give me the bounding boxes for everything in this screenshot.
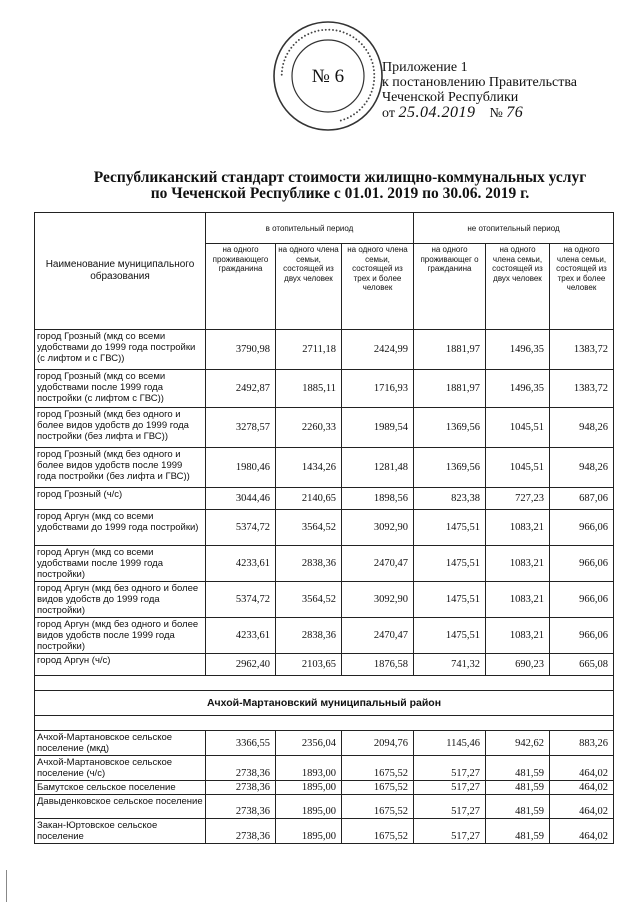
cell-value: 2140,65 bbox=[276, 488, 342, 510]
non-heating-period-header: не отопительный период bbox=[414, 213, 614, 244]
document-title bbox=[60, 170, 620, 202]
cell-value: 942,62 bbox=[486, 731, 550, 756]
cell-value: 481,59 bbox=[486, 795, 550, 819]
cell-value: 1496,35 bbox=[486, 370, 550, 408]
cell-value: 464,02 bbox=[550, 756, 614, 781]
blank-row bbox=[35, 676, 614, 691]
cell-value: 3092,90 bbox=[342, 510, 414, 546]
row-name: Давыденковское сельское поселение bbox=[35, 795, 206, 819]
row-name: Ачхой-Мартановское сельское поселение (ч/с) bbox=[35, 756, 206, 781]
cell-value: 481,59 bbox=[486, 756, 550, 781]
row-name: город Аргун (мкд со всеми удобствами до 1999 года постройки) bbox=[35, 510, 206, 546]
name-column-header: Наименование муниципального образования bbox=[35, 213, 206, 330]
annex-line-3: Чеченской Республики bbox=[382, 90, 519, 105]
cell-value: 1045,51 bbox=[486, 448, 550, 488]
cell-value: 481,59 bbox=[486, 819, 550, 844]
cell-value: 1475,51 bbox=[414, 510, 486, 546]
cell-value: 4233,61 bbox=[206, 618, 276, 654]
cell-value: 2738,36 bbox=[206, 795, 276, 819]
row-name: город Грозный (мкд без одного и более видов удобств после 1999 года постройки (без лифта и ГВС)) bbox=[35, 448, 206, 488]
cell-value: 1876,58 bbox=[342, 654, 414, 676]
official-seal bbox=[272, 20, 384, 132]
cell-value: 966,06 bbox=[550, 510, 614, 546]
row-name: город Грозный (ч/с) bbox=[35, 488, 206, 510]
cell-value: 1881,97 bbox=[414, 370, 486, 408]
cell-value: 517,27 bbox=[414, 781, 486, 795]
table-row bbox=[35, 582, 614, 618]
subheader-6: на одного члена семьи, состоящей из трех и более человек bbox=[550, 244, 614, 330]
cell-value: 1675,52 bbox=[342, 756, 414, 781]
table-body-district bbox=[35, 731, 614, 844]
section-row bbox=[35, 691, 614, 716]
cell-value: 3092,90 bbox=[342, 582, 414, 618]
cell-value: 2103,65 bbox=[276, 654, 342, 676]
table-row bbox=[35, 618, 614, 654]
annex-line-1: Приложение 1 bbox=[382, 60, 468, 75]
blank-row bbox=[35, 716, 614, 731]
cell-value: 1893,00 bbox=[276, 756, 342, 781]
table-row bbox=[35, 370, 614, 408]
cell-value: 2094,76 bbox=[342, 731, 414, 756]
annex-date: 25.04.2019 bbox=[398, 104, 476, 121]
cell-value: 3366,55 bbox=[206, 731, 276, 756]
cell-value: 1369,56 bbox=[414, 448, 486, 488]
cell-value: 966,06 bbox=[550, 546, 614, 582]
cell-value: 1383,72 bbox=[550, 370, 614, 408]
stamp-number: № 6 bbox=[311, 66, 345, 87]
table-row bbox=[35, 819, 614, 844]
cell-value: 1898,56 bbox=[342, 488, 414, 510]
cell-value: 1475,51 bbox=[414, 582, 486, 618]
cell-value: 1083,21 bbox=[486, 582, 550, 618]
cell-value: 3044,46 bbox=[206, 488, 276, 510]
row-name: город Аргун (мкд без одного и более видов удобств до 1999 года постройки) bbox=[35, 582, 206, 618]
cell-value: 1895,00 bbox=[276, 819, 342, 844]
table-row bbox=[35, 488, 614, 510]
cell-value: 2838,36 bbox=[276, 546, 342, 582]
cell-value: 517,27 bbox=[414, 819, 486, 844]
cell-value: 2838,36 bbox=[276, 618, 342, 654]
annex-from-label: от bbox=[382, 106, 395, 121]
cell-value: 1989,54 bbox=[342, 408, 414, 448]
cell-value: 1881,97 bbox=[414, 330, 486, 370]
annex-block bbox=[382, 60, 632, 121]
table-row bbox=[35, 408, 614, 448]
table-row bbox=[35, 756, 614, 781]
svg-text:••••••••••••••••••••••••••••••: ••••••••••••••••••••••••••••••••••••••••••••••••••••••••• bbox=[278, 26, 378, 124]
cell-value: 3278,57 bbox=[206, 408, 276, 448]
cell-value: 1083,21 bbox=[486, 510, 550, 546]
row-name: Закан-Юртовское сельское поселение bbox=[35, 819, 206, 844]
row-name: город Грозный (мкд со всеми удобствами после 1999 года постройки (с лифтом с ГВС)) bbox=[35, 370, 206, 408]
cell-value: 1045,51 bbox=[486, 408, 550, 448]
row-name: город Аргун (ч/с) bbox=[35, 654, 206, 676]
title-line-2: по Чеченской Республике с 01.01. 2019 по 30.06. 2019 г. bbox=[150, 185, 530, 202]
cell-value: 1434,26 bbox=[276, 448, 342, 488]
cell-value: 690,23 bbox=[486, 654, 550, 676]
cell-value: 464,02 bbox=[550, 819, 614, 844]
title-line-1: Республиканский стандарт стоимости жилищно-коммунальных услуг bbox=[93, 169, 587, 186]
annex-line-2: к постановлению Правительства bbox=[382, 75, 578, 90]
cell-value: 1885,11 bbox=[276, 370, 342, 408]
cell-value: 2738,36 bbox=[206, 756, 276, 781]
cell-value: 2424,99 bbox=[342, 330, 414, 370]
table-body-cities bbox=[35, 330, 614, 731]
cell-value: 3564,52 bbox=[276, 510, 342, 546]
subheader-4: на одного проживающег о гражданина bbox=[414, 244, 486, 330]
cell-value: 464,02 bbox=[550, 781, 614, 795]
annex-number: 76 bbox=[506, 104, 524, 121]
cell-value: 1675,52 bbox=[342, 795, 414, 819]
row-name: город Грозный (мкд без одного и более видов удобств до 1999 года постройки (без лифта и ГВС)) bbox=[35, 408, 206, 448]
annex-number-label: № bbox=[489, 106, 503, 121]
annex-date-line bbox=[382, 105, 632, 121]
cell-value: 1716,93 bbox=[342, 370, 414, 408]
table-row bbox=[35, 731, 614, 756]
cell-value: 1675,52 bbox=[342, 781, 414, 795]
cell-value: 517,27 bbox=[414, 795, 486, 819]
subheader-3: на одного члена семьи, состоящей из трех и более человек bbox=[342, 244, 414, 330]
cell-value: 2738,36 bbox=[206, 819, 276, 844]
cell-value: 2470,47 bbox=[342, 618, 414, 654]
cell-value: 517,27 bbox=[414, 756, 486, 781]
tariff-table bbox=[34, 212, 614, 844]
cell-value: 883,26 bbox=[550, 731, 614, 756]
cell-value: 2470,47 bbox=[342, 546, 414, 582]
cell-value: 1083,21 bbox=[486, 546, 550, 582]
cell-value: 3564,52 bbox=[276, 582, 342, 618]
cell-value: 1083,21 bbox=[486, 618, 550, 654]
cell-value: 1475,51 bbox=[414, 546, 486, 582]
cell-value: 2711,18 bbox=[276, 330, 342, 370]
cell-value: 966,06 bbox=[550, 618, 614, 654]
table-row bbox=[35, 654, 614, 676]
cell-value: 4233,61 bbox=[206, 546, 276, 582]
table-row bbox=[35, 448, 614, 488]
table-row bbox=[35, 330, 614, 370]
cell-value: 2260,33 bbox=[276, 408, 342, 448]
cell-value: 948,26 bbox=[550, 408, 614, 448]
cell-value: 1369,56 bbox=[414, 408, 486, 448]
cell-value: 1895,00 bbox=[276, 795, 342, 819]
subheader-2: на одного члена семьи, состоящей из двух человек bbox=[276, 244, 342, 330]
cell-value: 2962,40 bbox=[206, 654, 276, 676]
cell-value: 1383,72 bbox=[550, 330, 614, 370]
table-row bbox=[35, 510, 614, 546]
cell-value: 823,38 bbox=[414, 488, 486, 510]
table-row bbox=[35, 781, 614, 795]
cell-value: 1281,48 bbox=[342, 448, 414, 488]
cell-value: 2492,87 bbox=[206, 370, 276, 408]
table-row bbox=[35, 546, 614, 582]
cell-value: 665,08 bbox=[550, 654, 614, 676]
cell-value: 1980,46 bbox=[206, 448, 276, 488]
cell-value: 1475,51 bbox=[414, 618, 486, 654]
cell-value: 5374,72 bbox=[206, 510, 276, 546]
cell-value: 2356,04 bbox=[276, 731, 342, 756]
table-row bbox=[35, 795, 614, 819]
cell-value: 1895,00 bbox=[276, 781, 342, 795]
cell-value: 464,02 bbox=[550, 795, 614, 819]
cell-value: 481,59 bbox=[486, 781, 550, 795]
subheader-1: на одного проживающего гражданина bbox=[206, 244, 276, 330]
cell-value: 948,26 bbox=[550, 448, 614, 488]
cell-value: 3790,98 bbox=[206, 330, 276, 370]
cell-value: 1145,46 bbox=[414, 731, 486, 756]
heating-period-header: в отопительный период bbox=[206, 213, 414, 244]
row-name: город Грозный (мкд со всеми удобствами до 1999 года постройки (с лифтом и с ГВС)) bbox=[35, 330, 206, 370]
cell-value: 727,23 bbox=[486, 488, 550, 510]
cell-value: 1675,52 bbox=[342, 819, 414, 844]
cell-value: 2738,36 bbox=[206, 781, 276, 795]
row-name: город Аргун (мкд со всеми удобствами после 1999 года постройки) bbox=[35, 546, 206, 582]
section-title: Ачхой-Мартановский муниципальный район bbox=[35, 691, 614, 716]
subheader-5: на одного члена семьи, состоящей из двух человек bbox=[486, 244, 550, 330]
row-name: Ачхой-Мартановское сельское поселение (мкд) bbox=[35, 731, 206, 756]
cell-value: 1496,35 bbox=[486, 330, 550, 370]
cell-value: 966,06 bbox=[550, 582, 614, 618]
row-name: Бамутское сельское поселение bbox=[35, 781, 206, 795]
cell-value: 741,32 bbox=[414, 654, 486, 676]
cell-value: 687,06 bbox=[550, 488, 614, 510]
scan-margin-mark bbox=[6, 870, 7, 902]
cell-value: 5374,72 bbox=[206, 582, 276, 618]
row-name: город Аргун (мкд без одного и более видов удобств после 1999 года постройки) bbox=[35, 618, 206, 654]
